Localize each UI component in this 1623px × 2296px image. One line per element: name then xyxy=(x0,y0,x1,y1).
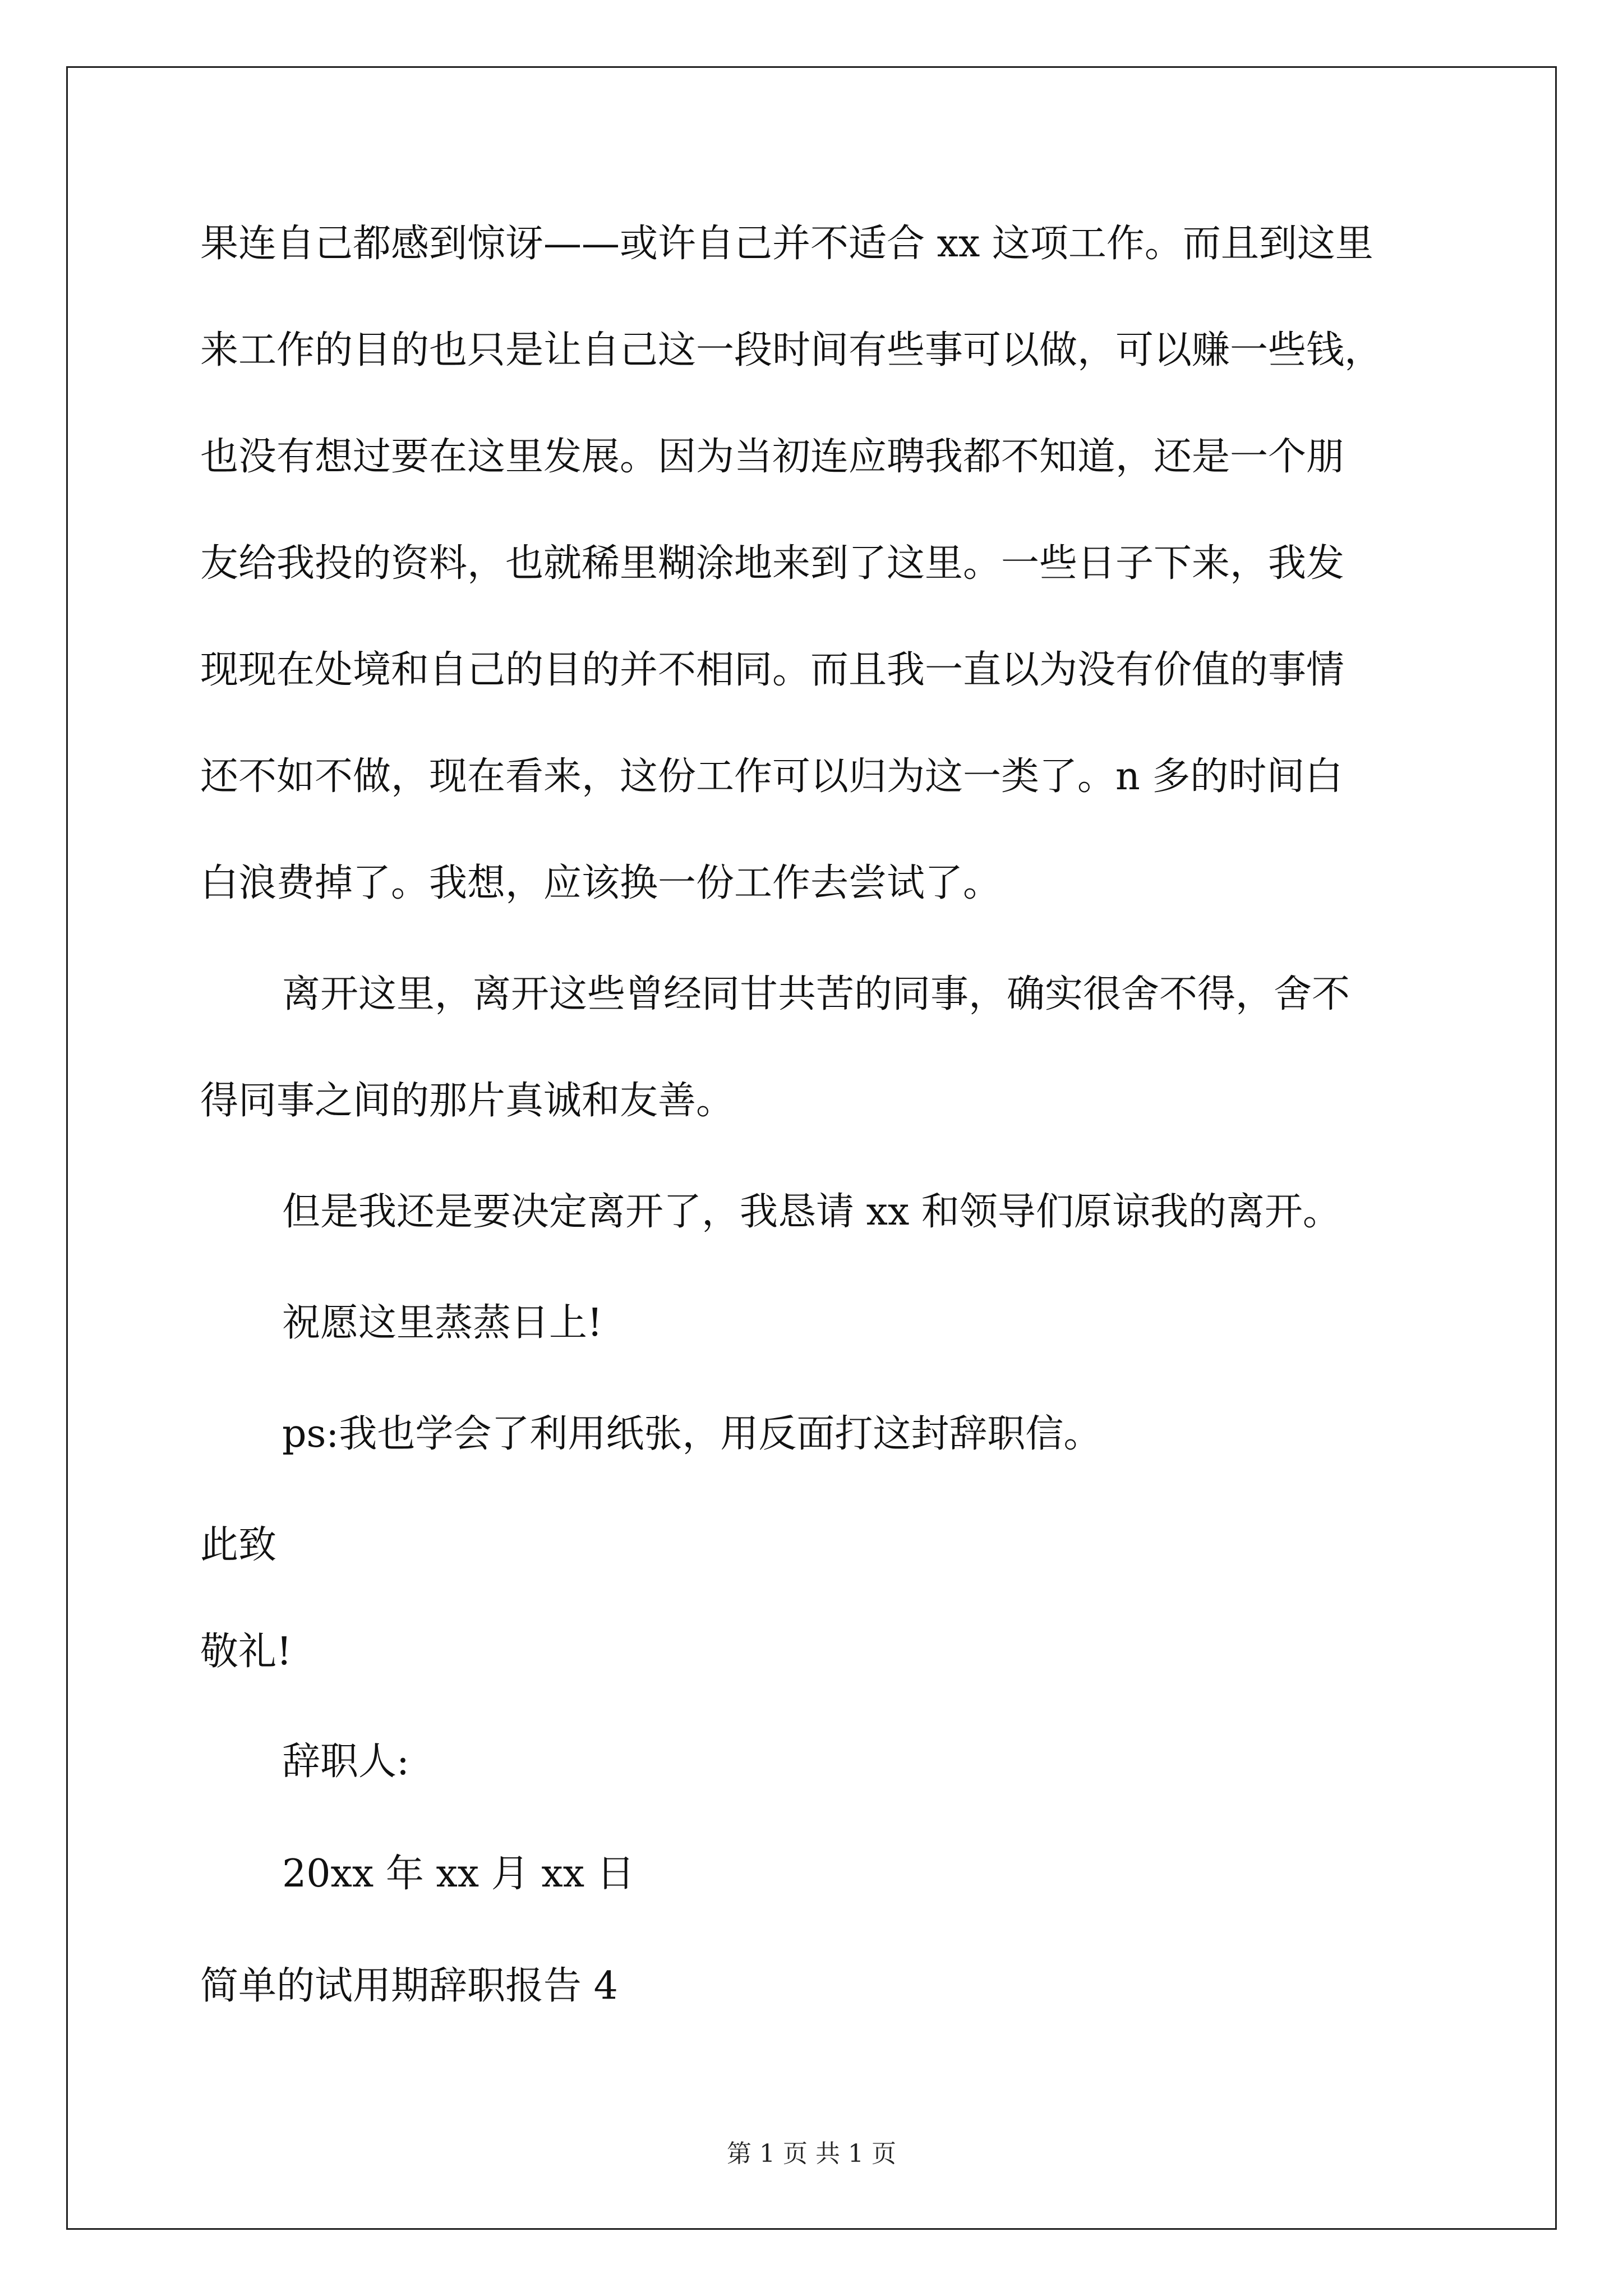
paragraph-2-line-1: 离开这里，离开这些曾经同甘共苦的同事，确实很舍不得，舍不 xyxy=(282,972,1350,1016)
page-footer: 第 1 页 共 1 页 xyxy=(727,2139,896,2168)
paragraph-4: 祝愿这里蒸蒸日上! xyxy=(282,1301,603,1345)
body-line-6: 还不如不做，现在看来，这份工作可以归为这一类了。n 多的时间白 xyxy=(200,754,1343,799)
signature-line: 辞职人: xyxy=(282,1740,409,1784)
next-section-title: 简单的试用期辞职报告 4 xyxy=(200,1964,618,2008)
paragraph-3: 但是我还是要决定离开了，我恳请 xx 和领导们原谅我的离开。 xyxy=(282,1190,1341,1234)
date-line: 20xx 年 xx 月 xx 日 xyxy=(282,1852,635,1896)
paragraph-2-line-2: 得同事之间的那片真诚和友善。 xyxy=(200,1079,735,1123)
body-line-5: 现现在处境和自己的目的并不相同。而且我一直以为没有价值的事情 xyxy=(200,648,1345,692)
page-border xyxy=(66,66,1557,2230)
paragraph-5: ps:我也学会了利用纸张，用反面打这封辞职信。 xyxy=(282,1412,1102,1456)
closing-salutation: 此致 xyxy=(200,1523,277,1567)
closing-regards: 敬礼! xyxy=(200,1630,292,1674)
body-line-7: 白浪费掉了。我想，应该换一份工作去尝试了。 xyxy=(200,861,1002,905)
body-line-4: 友给我投的资料，也就稀里糊涂地来到了这里。一些日子下来，我发 xyxy=(200,541,1345,586)
body-line-1: 果连自己都感到惊讶——或许自己并不适合 xx 这项工作。而且到这里 xyxy=(200,222,1373,266)
body-line-2: 来工作的目的也只是让自己这一段时间有些事可以做，可以赚一些钱， xyxy=(200,328,1383,372)
body-line-3: 也没有想过要在这里发展。因为当初连应聘我都不知道，还是一个朋 xyxy=(200,435,1345,479)
